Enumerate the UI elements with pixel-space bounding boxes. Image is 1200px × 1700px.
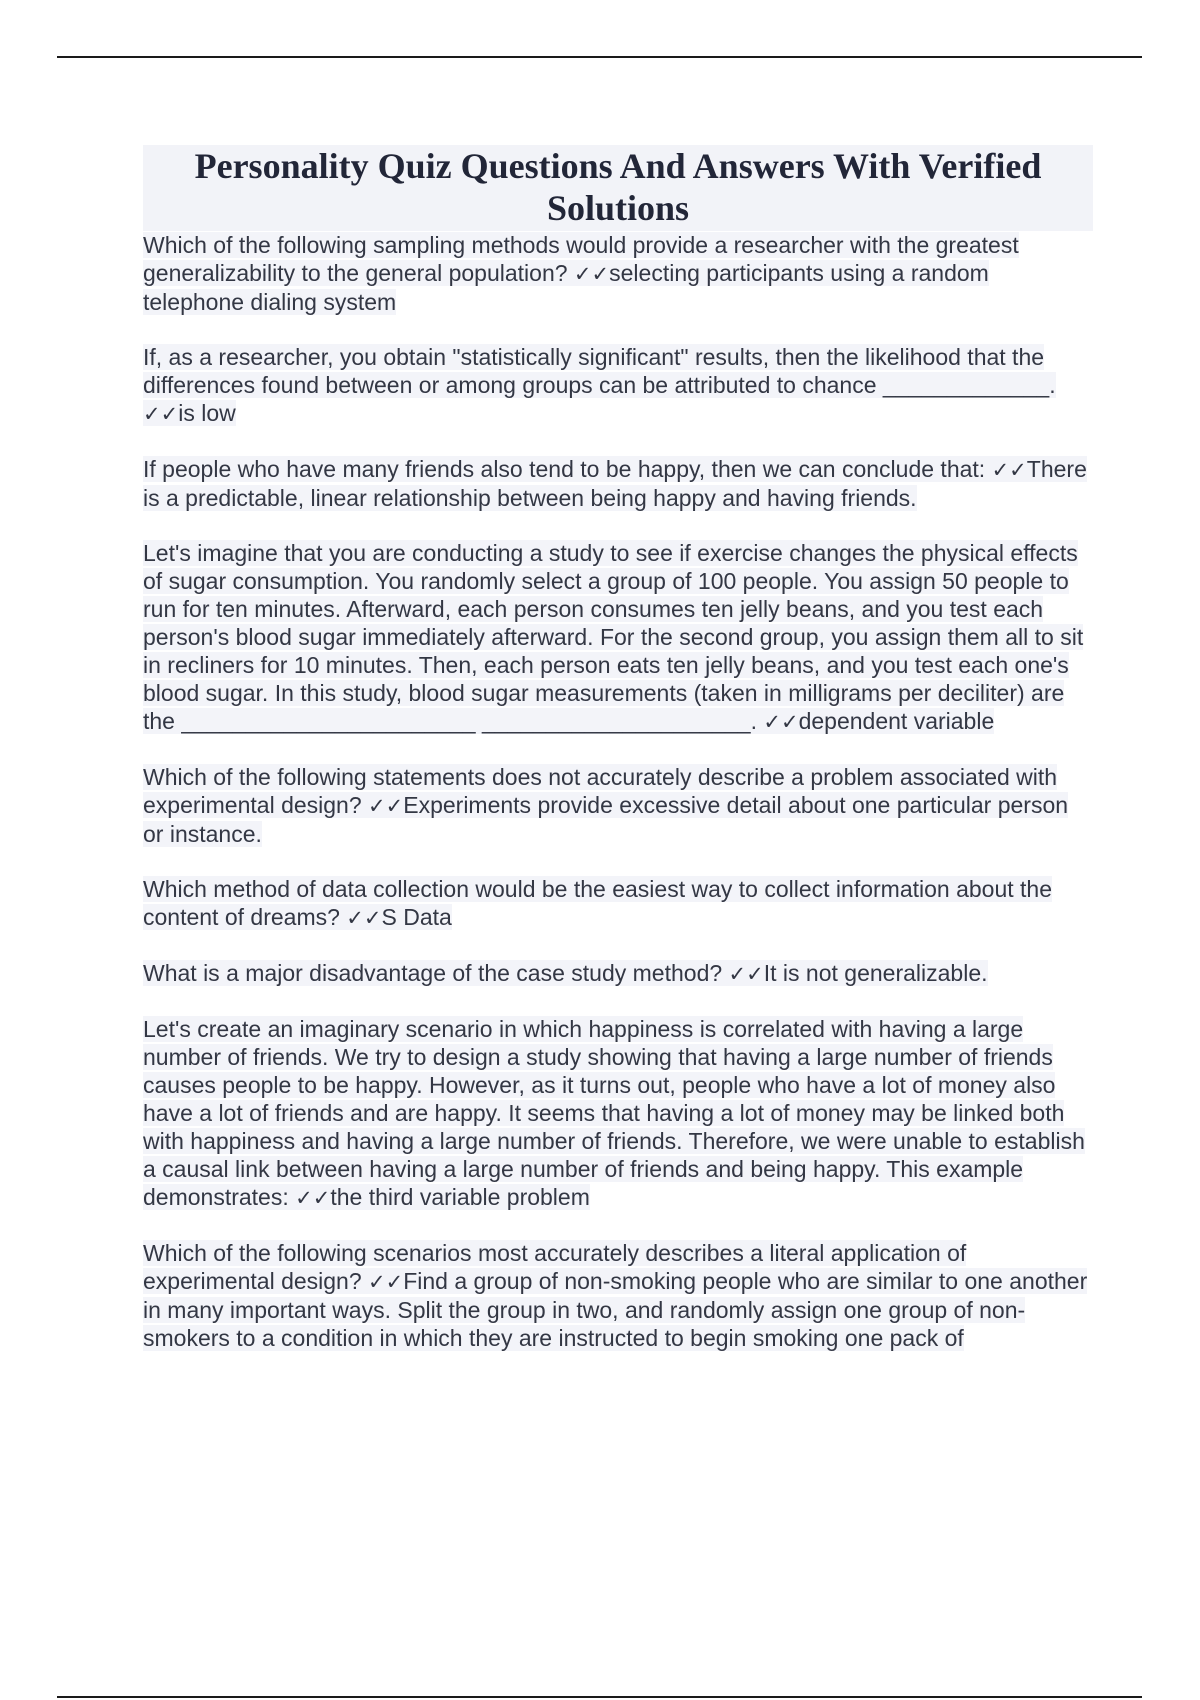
check-mark-icon: ✓✓ xyxy=(763,710,799,734)
document-title: Personality Quiz Questions And Answers With Verified Solutions xyxy=(194,146,1042,228)
answer-text: Find a group of non-smoking people who are similar to one another in many important ways. Split the group in two, and randomly assign one group of non-smokers to a condition in which they are instructed to begin smoking one pack of xyxy=(143,1268,1088,1351)
answer-text: There is a predictable, linear relationship between being happy and having friends. xyxy=(143,456,1087,511)
question-text: If, as a researcher, you obtain "statistically significant" results, then the likelihood that the differences found between or among groups can be attributed to chance _____________. xyxy=(143,344,1056,398)
answer-text: It is not generalizable. xyxy=(763,960,988,986)
answer-text: dependent variable xyxy=(798,708,995,734)
answer-text: S Data xyxy=(381,904,452,930)
header-rule xyxy=(57,56,1142,58)
title-band xyxy=(143,145,1093,231)
check-mark-icon: ✓✓ xyxy=(991,458,1027,482)
footer-rule xyxy=(57,1696,1142,1698)
question-text: Which of the following statements does not accurately describe a problem associated with experimental design? xyxy=(143,764,1058,818)
check-mark-icon: ✓✓ xyxy=(368,794,404,818)
question-text: Let's imagine that you are conducting a study to see if exercise changes the physical effects of sugar consumption. You randomly select a group of 100 people. You assign 50 people to run for ten minutes. Afterward, each person consumes ten jelly beans, and you test each person's blood sugar immediately afterward. For the second group, you assign them all to sit in recliners for 10 minutes. Then, each person eats ten jelly beans, and you test each one's blood sugar. In this study, blood sugar measurements (taken in milligrams per deciliter) are the _______________________ _____________________. xyxy=(143,540,1084,734)
question-text: Which method of data collection would be the easiest way to collect information about the content of dreams? xyxy=(143,876,1053,930)
answer-text: selecting participants using a random telephone dialing system xyxy=(143,260,989,315)
qa-item xyxy=(143,1015,1093,1212)
answer-text: the third variable problem xyxy=(330,1184,590,1210)
answer-text: is low xyxy=(178,400,236,426)
answer-text: Experiments provide excessive detail about one particular person or instance. xyxy=(143,792,1069,847)
qa-item xyxy=(143,1239,1093,1352)
question-text: Let's create an imaginary scenario in which happiness is correlated with having a large number of friends. We try to design a study showing that having a large number of friends causes people to be happy. However, as it turns out, people who have a lot of money also have a lot of friends and are happy. It seems that having a lot of money may be linked both with happiness and having a large number of friends. Therefore, we were unable to establish a causal link between having a large number of friends and being happy. This example demonstrates: xyxy=(143,1016,1085,1210)
check-mark-icon: ✓✓ xyxy=(368,1270,404,1294)
check-mark-icon: ✓✓ xyxy=(573,262,610,286)
check-mark-icon: ✓✓ xyxy=(346,906,382,930)
qa-item xyxy=(143,959,1093,988)
check-mark-icon: ✓✓ xyxy=(728,962,764,986)
qa-item xyxy=(143,539,1093,736)
question-text: Which of the following scenarios most accurately describes a literal application of experimental design? xyxy=(143,1240,967,1294)
qa-item xyxy=(143,231,1093,316)
qa-item xyxy=(143,343,1093,428)
check-mark-icon: ✓✓ xyxy=(143,402,179,426)
question-text: If people who have many friends also tend to be happy, then we can conclude that: xyxy=(143,456,986,482)
check-mark-icon: ✓✓ xyxy=(295,1186,331,1210)
question-text: What is a major disadvantage of the case study method? xyxy=(143,960,723,986)
question-text: Which of the following sampling methods would provide a researcher with the greatest generalizability to the general population? xyxy=(143,232,1019,286)
qa-item xyxy=(143,455,1093,512)
qa-item xyxy=(143,875,1093,932)
document-body xyxy=(143,145,1093,1379)
qa-item xyxy=(143,763,1093,848)
